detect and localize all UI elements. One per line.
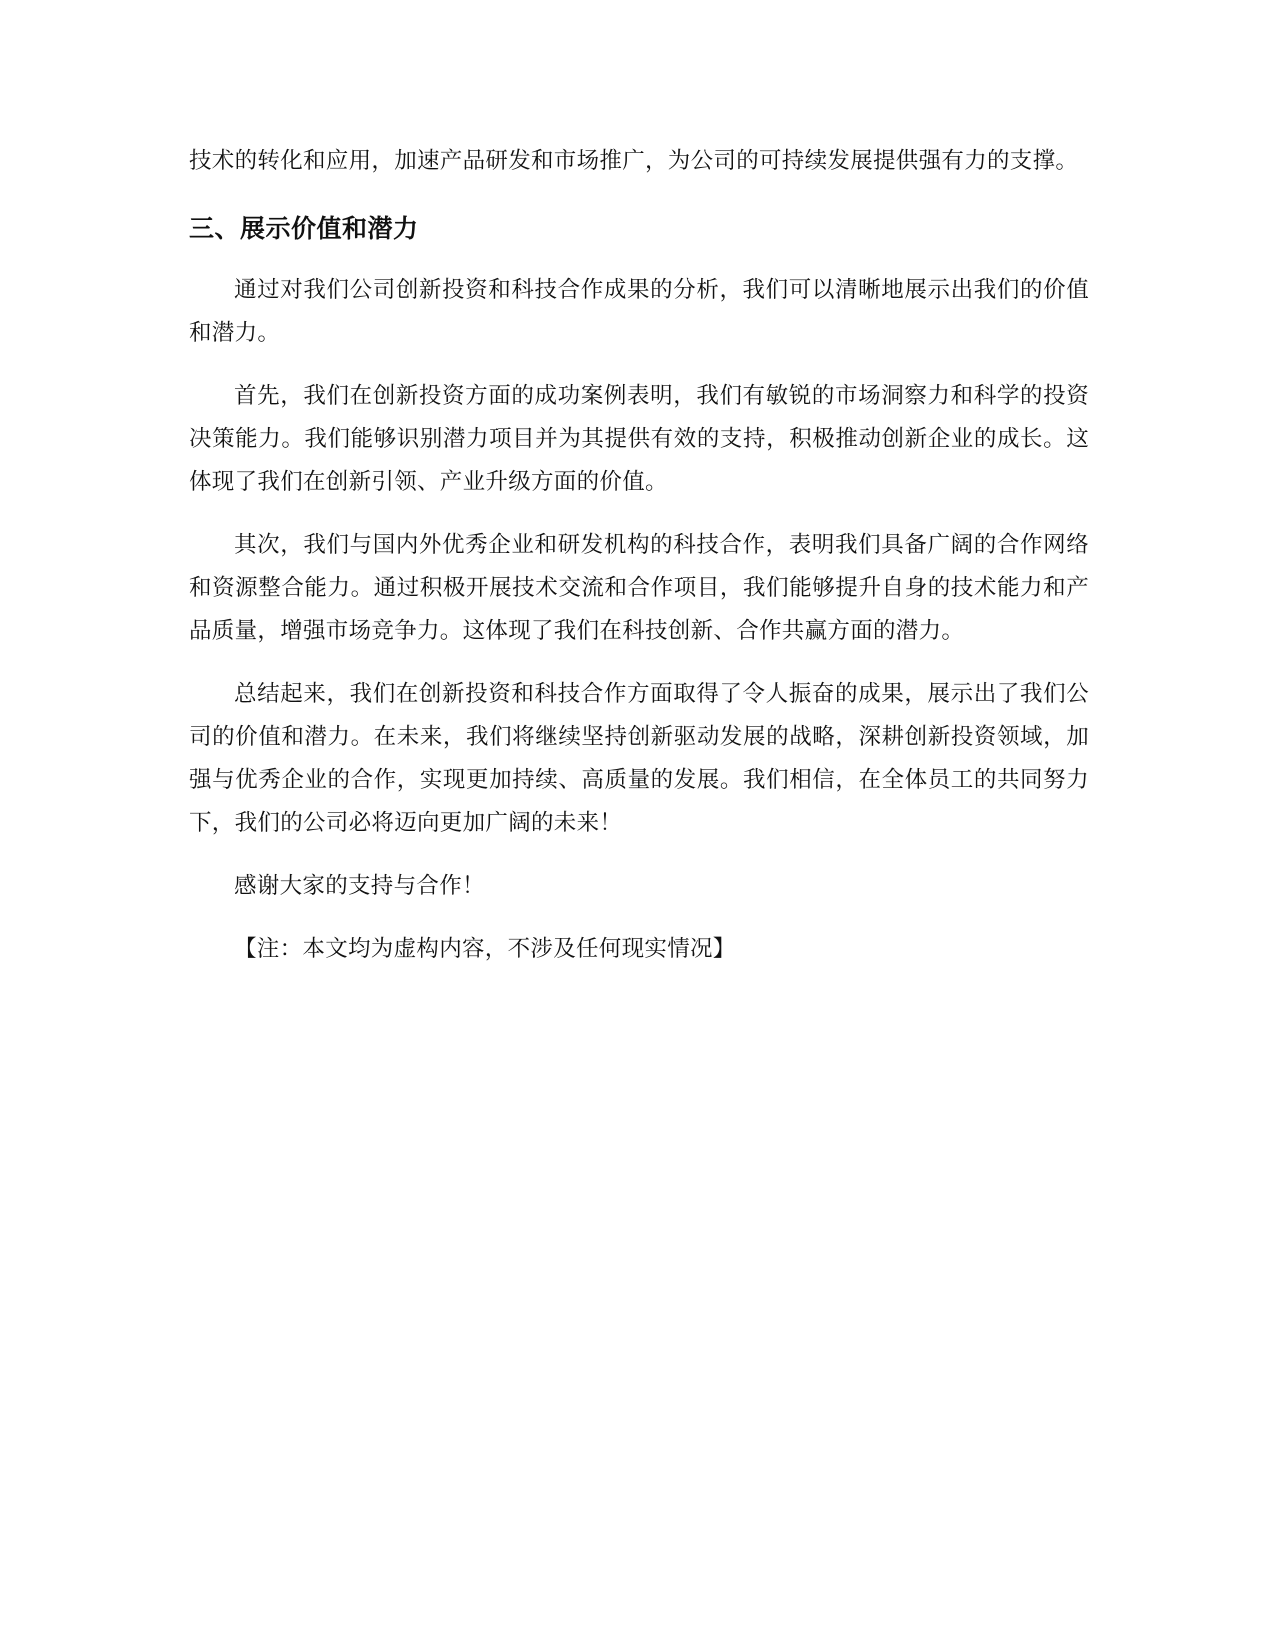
paragraph-thanks: 感谢大家的支持与合作！	[234, 873, 485, 899]
paragraph-second: 其次，我们与国内外优秀企业和研发机构的科技合作，表明我们具备广阔的合作网络和资源整合能力。通过积极开展技术交流和合作项目，我们能够提升自身的技术能力和产品质量，增强市场竞争力。这体现了我们在科技创新、合作共赢方面的潜力。	[189, 532, 1089, 644]
section-heading: 三、展示价值和潜力	[189, 214, 419, 243]
paragraph-note: 【注：本文均为虚构内容，不涉及任何现实情况】	[234, 936, 736, 962]
document-body	[189, 140, 1089, 971]
paragraph-intro: 通过对我们公司创新投资和科技合作成果的分析，我们可以清晰地展示出我们的价值和潜力。	[189, 277, 1089, 346]
paragraph-first: 首先，我们在创新投资方面的成功案例表明，我们有敏锐的市场洞察力和科学的投资决策能力。我们能够识别潜力项目并为其提供有效的支持，积极推动创新企业的成长。这体现了我们在创新引领、产业升级方面的价值。	[189, 383, 1089, 495]
continuation-paragraph: 技术的转化和应用，加速产品研发和市场推广，为公司的可持续发展提供强有力的支撑。	[189, 148, 1079, 174]
paragraph-summary: 总结起来，我们在创新投资和科技合作方面取得了令人振奋的成果，展示出了我们公司的价值和潜力。在未来，我们将继续坚持创新驱动发展的战略，深耕创新投资领域，加强与优秀企业的合作，实现更加持续、高质量的发展。我们相信，在全体员工的共同努力下，我们的公司必将迈向更加广阔的未来！	[189, 681, 1089, 836]
